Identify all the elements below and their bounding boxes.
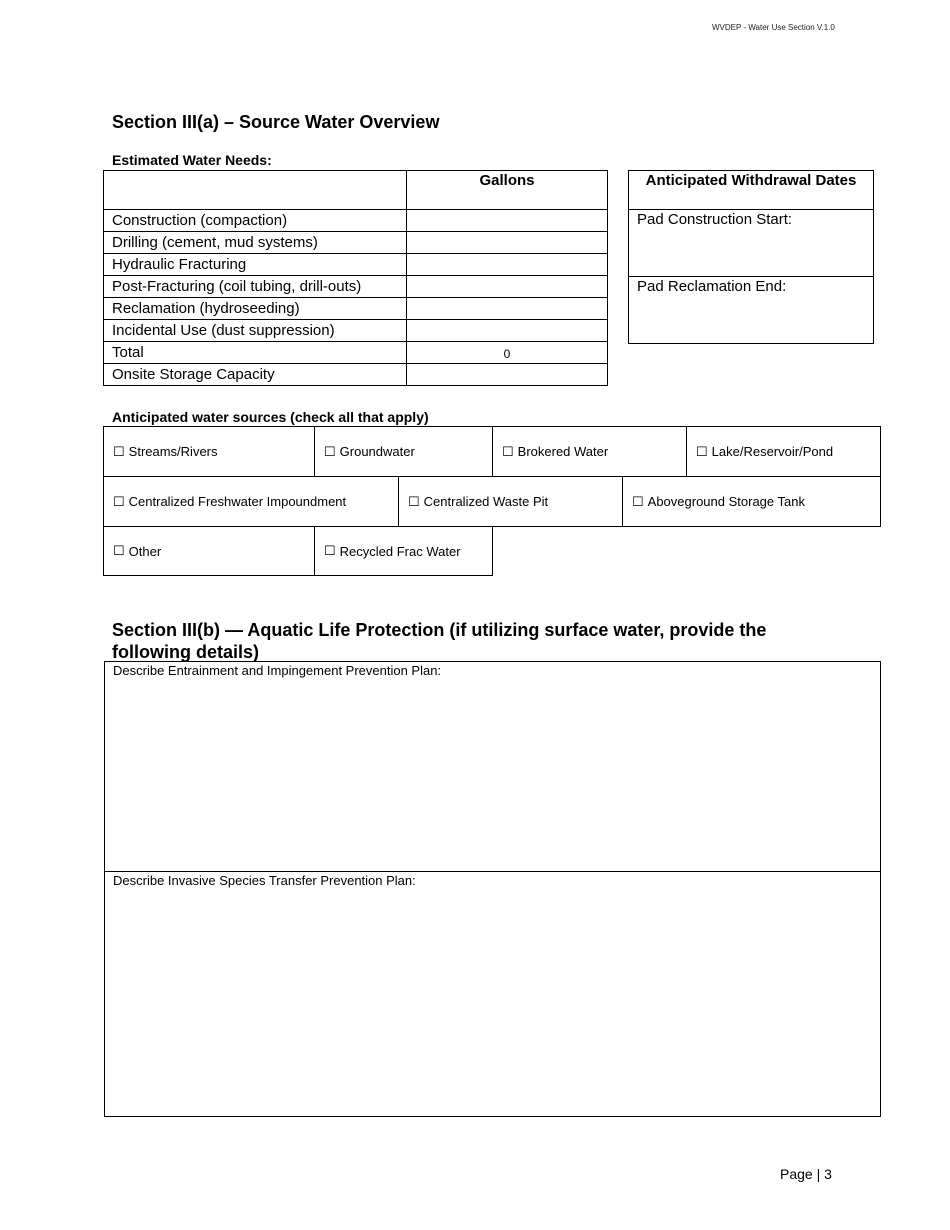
table-row (104, 232, 608, 254)
gallons-input-reclamation[interactable] (407, 298, 608, 320)
source-label: Groundwater (339, 444, 415, 459)
section-b-title-note: (if utilizing surface water, provide the following details) (112, 620, 767, 662)
row-label-drilling: Drilling (cement, mud systems) (104, 232, 407, 254)
row-label-reclamation: Reclamation (hydroseeding) (104, 298, 407, 320)
source-checkbox-brokered-water[interactable] (492, 426, 687, 477)
source-checkbox-recycled-frac-water[interactable] (314, 526, 493, 576)
source-checkbox-groundwater[interactable] (314, 426, 493, 477)
water-needs-label: Estimated Water Needs: (112, 152, 272, 168)
section-b-title (112, 619, 832, 663)
water-needs-table (103, 170, 608, 386)
checkbox-icon: ☐ (113, 493, 125, 509)
row-label-onsite-storage: Onsite Storage Capacity (104, 364, 407, 386)
source-checkbox-aboveground-storage-tank[interactable] (622, 476, 881, 527)
gallons-input-post-fracturing[interactable] (407, 276, 608, 298)
source-checkbox-centralized-waste-pit[interactable] (398, 476, 623, 527)
gallons-input-incidental-use[interactable] (407, 320, 608, 342)
invasive-species-plan-label: Describe Invasive Species Transfer Prevention Plan: (113, 873, 416, 888)
checkbox-icon: ☐ (502, 443, 514, 459)
gallons-total-value: 0 (407, 342, 608, 364)
source-label: Brokered Water (517, 444, 609, 459)
invasive-species-plan-field[interactable] (104, 871, 881, 1117)
source-label: Lake/Reservoir/Pond (711, 444, 834, 459)
checkbox-icon: ☐ (113, 443, 125, 459)
pad-construction-start-field[interactable] (629, 210, 874, 277)
section-a-title: Section III(a) – Source Water Overview (112, 112, 440, 132)
source-label: Streams/Rivers (128, 444, 218, 459)
withdrawal-dates-header: Anticipated Withdrawal Dates (629, 171, 874, 210)
table-row (104, 276, 608, 298)
table-row (104, 298, 608, 320)
entrainment-plan-field[interactable] (104, 661, 881, 872)
table-row (104, 320, 608, 342)
table-row (104, 342, 608, 364)
source-label: Recycled Frac Water (339, 543, 461, 559)
row-label-incidental-use: Incidental Use (dust suppression) (104, 320, 407, 342)
source-label: Centralized Freshwater Impoundment (128, 494, 347, 509)
page-number: Page | 3 (780, 1166, 832, 1182)
table-row (104, 254, 608, 276)
gallons-input-construction[interactable] (407, 210, 608, 232)
pad-reclamation-end-label: Pad Reclamation End: (637, 278, 787, 295)
withdrawal-dates-table (628, 170, 874, 344)
checkbox-icon: ☐ (632, 493, 644, 509)
source-checkbox-streams-rivers[interactable] (103, 426, 315, 477)
entrainment-plan-label: Describe Entrainment and Impingement Prevention Plan: (113, 663, 442, 678)
row-label-total: Total (104, 342, 407, 364)
checkbox-icon: ☐ (696, 443, 708, 459)
header-blank-cell (104, 171, 407, 210)
water-sources-label: Anticipated water sources (check all that apply) (112, 409, 429, 425)
section-b-title-bold: Section III(b) — Aquatic Life Protection (112, 620, 445, 640)
source-label: Other (128, 543, 162, 559)
gallons-input-onsite-storage[interactable] (407, 364, 608, 386)
row-label-hydraulic-fracturing: Hydraulic Fracturing (104, 254, 407, 276)
source-label: Centralized Waste Pit (423, 494, 549, 509)
source-label: Aboveground Storage Tank (647, 494, 805, 509)
pad-reclamation-end-field[interactable] (629, 277, 874, 344)
gallons-header: Gallons (407, 171, 608, 210)
checkbox-icon: ☐ (113, 543, 125, 558)
table-header-row (104, 171, 608, 210)
table-row (104, 210, 608, 232)
gallons-input-hydraulic-fracturing[interactable] (407, 254, 608, 276)
source-checkbox-centralized-freshwater-impoundment[interactable] (103, 476, 399, 527)
source-checkbox-lake-reservoir-pond[interactable] (686, 426, 881, 477)
pad-construction-start-label: Pad Construction Start: (637, 211, 793, 228)
table-row (104, 364, 608, 386)
source-checkbox-other[interactable] (103, 526, 315, 576)
checkbox-icon: ☐ (324, 543, 336, 558)
row-label-post-fracturing: Post-Fracturing (coil tubing, drill-outs) (104, 276, 407, 298)
gallons-input-drilling[interactable] (407, 232, 608, 254)
document-id: WVDEP - Water Use Section V.1.0 (712, 23, 835, 32)
row-label-construction: Construction (compaction) (104, 210, 407, 232)
checkbox-icon: ☐ (324, 443, 336, 459)
checkbox-icon: ☐ (408, 493, 420, 509)
